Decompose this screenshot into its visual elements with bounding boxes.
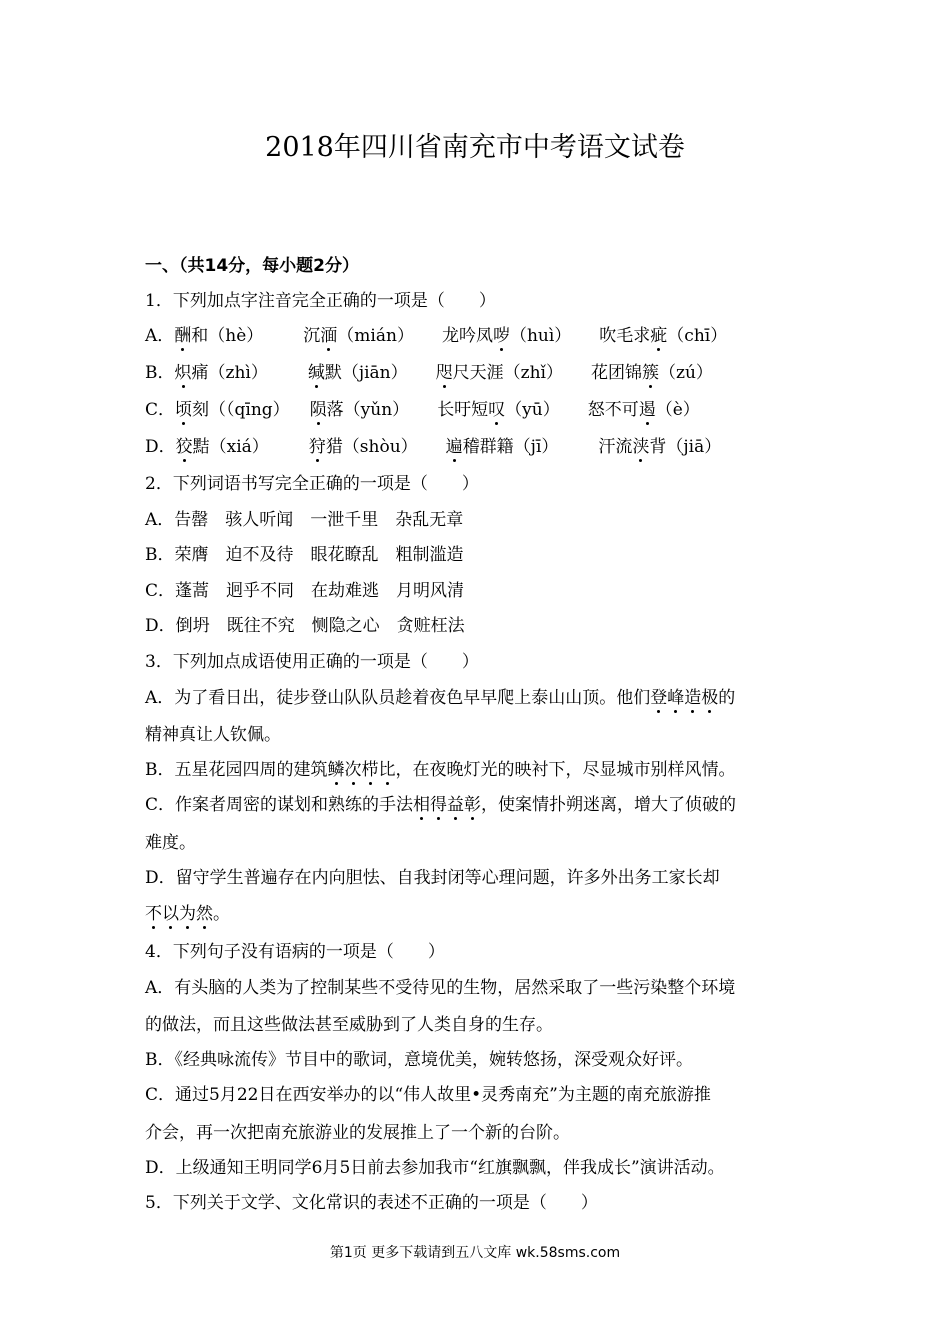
q2-option-c: C．蓬蒿 迥乎不同 在劫难逃 月明风清 bbox=[145, 581, 465, 601]
dotted-char: 顷 bbox=[175, 400, 193, 420]
question-5-stem: 5．下列关于文学、文化常识的表述不正确的一项是（ ） bbox=[145, 1193, 598, 1213]
q3-option-a-line2: 精神真让人钦佩。 bbox=[145, 725, 281, 745]
dotted-char: 不 bbox=[145, 904, 162, 924]
dotted-idiom bbox=[328, 760, 396, 780]
dotted-char: 狡 bbox=[175, 437, 193, 457]
dotted-char: 登 bbox=[650, 688, 668, 708]
dotted-char: 相 bbox=[413, 795, 431, 815]
q3-option-c-line2: 难度。 bbox=[145, 833, 196, 853]
dotted-char: 陨 bbox=[309, 400, 327, 420]
q3-option-b: B．五星花园四周的建筑鳞次栉比，在夜晚灯光的映衬下，尽显城市别样风情。 bbox=[145, 760, 736, 780]
q4-option-d: D．上级通知王明同学6月5日前去参加我市“红旗飘飘，伴我成长”演讲活动。 bbox=[145, 1158, 725, 1178]
dotted-char: 然 bbox=[196, 904, 213, 924]
dotted-char: 疵 bbox=[650, 326, 668, 346]
dotted-char: 狩 bbox=[308, 437, 326, 457]
dotted-char: 簇 bbox=[641, 363, 659, 383]
q1-option-c: C．顷刻（（qīng） 陨落（yǔn） 长吁短叹（yū） 怒不可遏（è） bbox=[145, 400, 700, 420]
dotted-char: 极 bbox=[701, 688, 719, 708]
question-2-stem: 2．下列词语书写完全正确的一项是（ ） bbox=[145, 474, 479, 494]
q2-option-b: B．荣膺 迫不及待 眼花瞭乱 粗制滥造 bbox=[145, 545, 464, 565]
q1-option-a: A．酬和（hè） 沉湎（mián） 龙吟凤哕（huì） 吹毛求疵（chī） bbox=[145, 326, 728, 346]
q3-option-c-line1: C．作案者周密的谋划和熟练的手法相得益彰，使案情扑朔迷离，增大了侦破的 bbox=[145, 795, 737, 815]
dotted-char: 遏 bbox=[638, 400, 656, 420]
dotted-idiom bbox=[145, 904, 213, 924]
dotted-char: 缄 bbox=[307, 363, 325, 383]
dotted-char: 鳞 bbox=[327, 760, 345, 780]
question-3-stem: 3．下列加点成语使用正确的一项是（ ） bbox=[145, 652, 479, 672]
dotted-char: 栉 bbox=[361, 760, 379, 780]
q4-option-c-line2: 介会，再一次把南充旅游业的发展推上了一个新的台阶。 bbox=[145, 1123, 570, 1143]
dotted-char: 浃 bbox=[632, 437, 650, 457]
dotted-char: 炽 bbox=[174, 363, 192, 383]
q4-option-b: B．《经典咏流传》节目中的歌词，意境优美，婉转悠扬，深受观众好评。 bbox=[145, 1050, 693, 1070]
dotted-char: 叹 bbox=[488, 400, 506, 420]
page-footer: 第1页 更多下载请到五八文库 wk.58sms.com bbox=[329, 1245, 621, 1261]
dotted-char: 酬 bbox=[174, 326, 192, 346]
q3-option-d-line1: D．留守学生普遍存在内向胆怯、自我封闭等心理问题，许多外出务工家长却 bbox=[145, 868, 720, 888]
dotted-idiom bbox=[413, 795, 481, 815]
question-1-stem: 1．下列加点字注音完全正确的一项是（ ） bbox=[145, 291, 496, 311]
q4-option-c-line1: C．通过5月22日在西安举办的以“伟人故里•灵秀南充”为主题的南充旅游推 bbox=[145, 1085, 711, 1105]
question-4-stem: 4．下列句子没有语病的一项是（ ） bbox=[145, 942, 445, 962]
q2-option-a: A．告罄 骇人听闻 一泄千里 杂乱无章 bbox=[145, 510, 464, 530]
dotted-char: 益 bbox=[447, 795, 465, 815]
dotted-char: 彰 bbox=[464, 795, 482, 815]
dotted-idiom bbox=[650, 688, 718, 708]
dotted-char: 次 bbox=[344, 760, 362, 780]
dotted-char: 造 bbox=[684, 688, 702, 708]
dotted-char: 峰 bbox=[667, 688, 685, 708]
dotted-char: 以 bbox=[162, 904, 179, 924]
q3-option-a-line1: A．为了看日出，徒步登山队队员趁着夜色早早爬上泰山山顶。他们登峰造极的 bbox=[145, 688, 736, 708]
q4-option-a-line1: A．有头脑的人类为了控制某些不受待见的生物，居然采取了一些污染整个环境 bbox=[145, 978, 736, 998]
q4-option-a-line2: 的做法，而且这些做法甚至威胁到了人类自身的生存。 bbox=[145, 1015, 553, 1035]
dotted-char: 哕 bbox=[492, 326, 510, 346]
dotted-char: 遍 bbox=[445, 437, 463, 457]
q1-option-b: B．炽痛（zhì） 缄默（jiān） 咫尺天涯（zhǐ） 花团锦簇（zú） bbox=[145, 363, 713, 383]
section-heading: 一、（共14分，每小题2分） bbox=[145, 256, 359, 276]
dotted-char: 得 bbox=[430, 795, 448, 815]
q2-option-d: D．倒坍 既往不究 恻隐之心 贪赃枉法 bbox=[145, 616, 465, 636]
page-title: 2018年四川省南充市中考语文试卷 bbox=[265, 132, 685, 163]
dotted-char: 湎 bbox=[320, 326, 338, 346]
dotted-char: 为 bbox=[179, 904, 196, 924]
q1-option-d: D．狡黠（xiá） 狩猎（shòu） 遍稽群籍（jī） 汗流浃背（jiā） bbox=[145, 437, 722, 457]
dotted-char: 咫 bbox=[435, 363, 453, 383]
dotted-char: 比 bbox=[378, 760, 396, 780]
q3-option-d-line2: 不以为然。 bbox=[145, 904, 230, 924]
